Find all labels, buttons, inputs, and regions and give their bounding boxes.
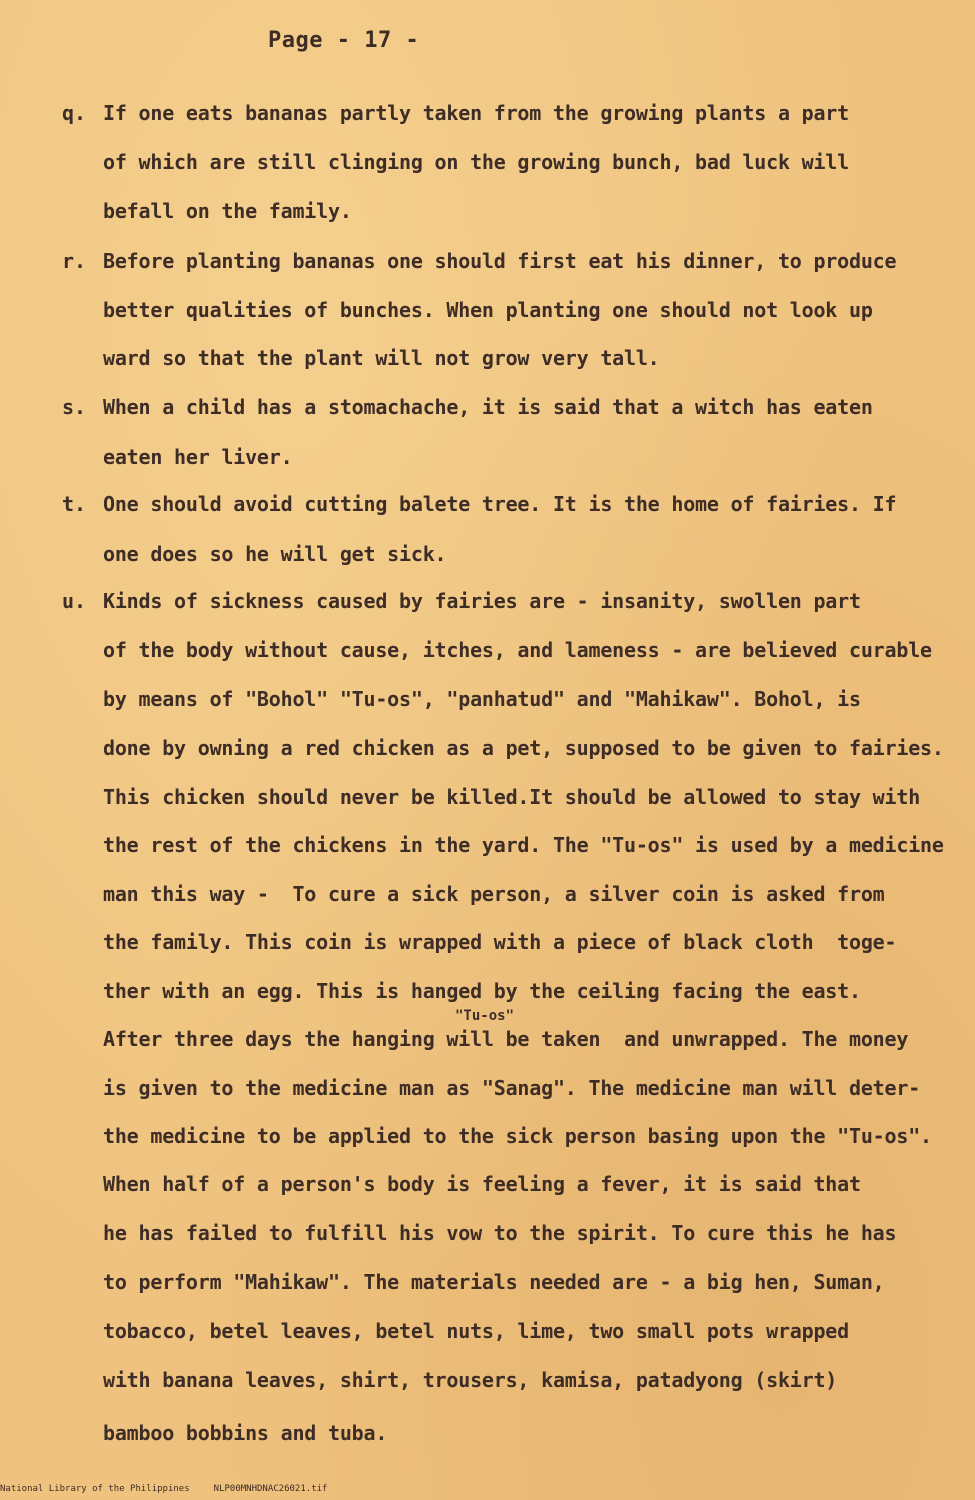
- item-marker-q: q.: [62, 101, 87, 125]
- text-line: the rest of the chickens in the yard. The "Tu-os" is used by a medicine: [103, 833, 944, 857]
- text-line: of the body without cause, itches, and lameness - are believed curable: [103, 638, 932, 662]
- text-line: man this way - To cure a sick person, a silver coin is asked from: [103, 882, 885, 906]
- text-line: of which are still clinging on the growing bunch, bad luck will: [103, 150, 849, 174]
- text-line: the medicine to be applied to the sick person basing upon the "Tu-os".: [103, 1124, 932, 1148]
- text-line: befall on the family.: [103, 199, 352, 223]
- text-line: is given to the medicine man as "Sanag". The medicine man will deter-: [103, 1076, 921, 1100]
- text-line: he has failed to fulfill his vow to the spirit. To cure this he has: [103, 1221, 897, 1245]
- item-marker-u: u.: [62, 589, 87, 613]
- text-line: When half of a person's body is feeling a fever, it is said that: [103, 1172, 861, 1196]
- item-marker-r: r.: [62, 249, 87, 273]
- text-line: This chicken should never be killed.It should be allowed to stay with: [103, 785, 921, 809]
- text-line: After three days the hanging will be taken and unwrapped. The money: [103, 1027, 909, 1051]
- text-line: with banana leaves, shirt, trousers, kamisa, patadyong (skirt): [103, 1368, 838, 1392]
- text-line: one does so he will get sick.: [103, 542, 447, 566]
- footer-filename: NLP00MNHDNAC26021.tif: [213, 1484, 328, 1494]
- text-line: When a child has a stomachache, it is said that a witch has eaten: [103, 395, 873, 419]
- text-line: by means of "Bohol" "Tu-os", "panhatud" and "Mahikaw". Bohol, is: [103, 687, 861, 711]
- text-line: tobacco, betel leaves, betel nuts, lime, two small pots wrapped: [103, 1319, 849, 1343]
- text-line: done by owning a red chicken as a pet, supposed to be given to fairies.: [103, 736, 944, 760]
- text-line: ther with an egg. This is hanged by the ceiling facing the east.: [103, 979, 861, 1003]
- handwritten-insertion: "Tu-os": [455, 1008, 515, 1024]
- text-line: One should avoid cutting balete tree. It is the home of fairies. If: [103, 492, 897, 516]
- item-marker-s: s.: [62, 395, 87, 419]
- text-line: better qualities of bunches. When planting one should not look up: [103, 298, 873, 322]
- text-line: If one eats bananas partly taken from the growing plants a part: [103, 101, 849, 125]
- text-line: to perform "Mahikaw". The materials needed are - a big hen, Suman,: [103, 1270, 885, 1294]
- footer-institution: National Library of the Philippines: [0, 1484, 190, 1494]
- scan-footer: [0, 1484, 351, 1494]
- item-marker-t: t.: [62, 492, 87, 516]
- text-line: bamboo bobbins and tuba.: [103, 1421, 388, 1445]
- text-line: ward so that the plant will not grow very tall.: [103, 346, 660, 370]
- page-header: Page - 17 -: [268, 28, 420, 53]
- text-line: eaten her liver.: [103, 445, 293, 469]
- text-line: Kinds of sickness caused by fairies are - insanity, swollen part: [103, 589, 861, 613]
- text-line: the family. This coin is wrapped with a piece of black cloth toge-: [103, 930, 897, 954]
- text-line: Before planting bananas one should first eat his dinner, to produce: [103, 249, 897, 273]
